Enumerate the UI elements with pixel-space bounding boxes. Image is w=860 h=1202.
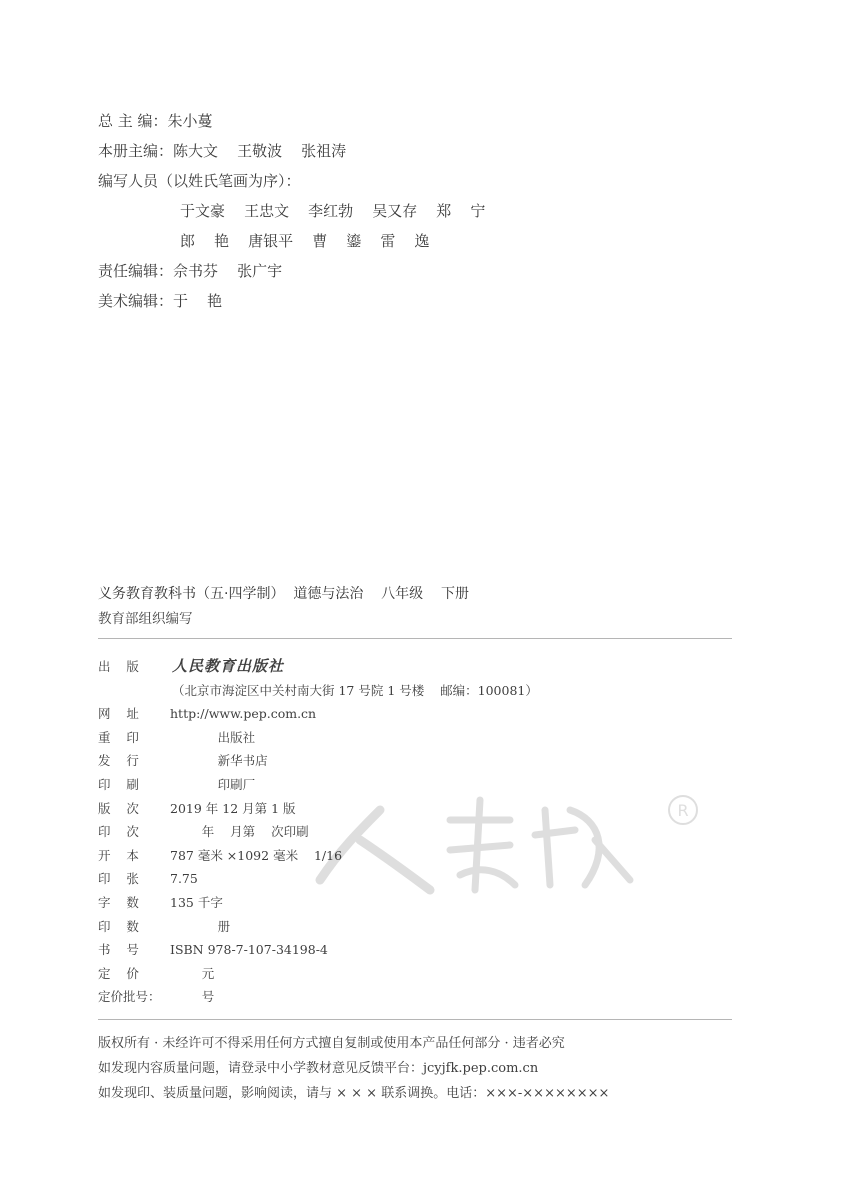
chief-editor-label: 总 主 编： — [98, 112, 168, 130]
imprint-label: 版 次 — [98, 800, 139, 816]
watermark-logo-icon — [300, 780, 720, 900]
content-feedback-notice: 如发现内容质量问题，请登录中小学教材意见反馈平台：jcyjfk.pep.com.cn — [98, 1061, 539, 1076]
divider-bottom — [98, 1019, 732, 1020]
imprint-label: 定 价 — [98, 965, 139, 981]
chief-editor-line — [98, 106, 213, 136]
compiler-line: 教育部组织编写 — [98, 611, 193, 627]
imprint-value: 元 — [170, 965, 215, 981]
imprint-value: 7.75 — [170, 871, 198, 887]
imprint-value: 135 千字 — [170, 895, 223, 910]
imprint-label: 印 数 — [98, 918, 139, 934]
imprint-label: 书 号 — [98, 942, 139, 958]
imprint-value: 册 — [170, 918, 231, 934]
imprint-value: 印刷厂 — [170, 777, 256, 792]
imprint-label: 重 印 — [98, 729, 139, 745]
print-feedback-notice: 如发现印、装质量问题，影响阅读，请与 × × × 联系调换。电话：×××-×××××××× — [98, 1086, 610, 1101]
divider-top — [98, 638, 732, 639]
imprint-label: 印 次 — [98, 824, 139, 840]
imprint-value: （北京市海淀区中关村南大街 17 号院 1 号楼 邮编：100081） — [172, 682, 538, 698]
imprint-value: http://www.pep.com.cn — [170, 706, 317, 722]
volume-editors-line — [98, 136, 346, 166]
svg-text:R: R — [677, 801, 689, 820]
imprint-value: ISBN 978-7-107-34198-4 — [170, 942, 328, 958]
imprint-value: 出版社 — [170, 729, 256, 745]
art-editor-label: 美术编辑： — [98, 292, 174, 310]
imprint-label: 开 本 — [98, 847, 139, 863]
imprint-label: 字 数 — [98, 895, 139, 910]
art-editor-name: 于 艳 — [173, 292, 223, 310]
responsible-editors-names: 佘书芬 张广宇 — [173, 262, 283, 280]
publisher-name: 人民教育出版社 — [172, 657, 285, 675]
imprint-label: 印 张 — [98, 871, 139, 887]
imprint-label: 印 刷 — [98, 777, 139, 792]
authors-label: 编写人员（以姓氏笔画为序）： — [98, 172, 301, 190]
imprint-label: 发 行 — [98, 753, 139, 769]
responsible-editors-label: 责任编辑： — [98, 262, 174, 280]
imprint-value: 2019 年 12 月第 1 版 — [170, 800, 296, 816]
imprint-label: 网 址 — [98, 706, 139, 722]
volume-editors-names: 陈大文 王敬波 张祖涛 — [173, 142, 347, 160]
authors-line-2: 郎 艳 唐银平 曹 鎏 雷 逸 — [180, 232, 430, 250]
imprint-label: 定价批号： — [98, 989, 161, 1005]
copyright-notice: 版权所有 · 未经许可不得采用任何方式擅自复制或使用本产品任何部分 · 违者必究 — [98, 1036, 565, 1051]
book-title: 义务教育教科书（五·四学制） 道德与法治 八年级 下册 — [98, 586, 469, 602]
imprint-value: 号 — [170, 989, 215, 1005]
volume-editors-label: 本册主编： — [98, 142, 174, 160]
imprint-value: 787 毫米 ×1092 毫米 1/16 — [170, 847, 343, 863]
responsible-editors-line — [98, 256, 282, 286]
art-editor-line — [98, 286, 222, 316]
chief-editor-name: 朱小蔓 — [167, 112, 213, 130]
authors-line-1: 于文豪 王忠文 李红勃 吴又存 郑 宁 — [180, 202, 486, 220]
imprint-label: 出 版 — [98, 659, 139, 674]
imprint-value: 年 月第 次印刷 — [170, 824, 309, 840]
imprint-value: 新华书店 — [170, 753, 268, 769]
